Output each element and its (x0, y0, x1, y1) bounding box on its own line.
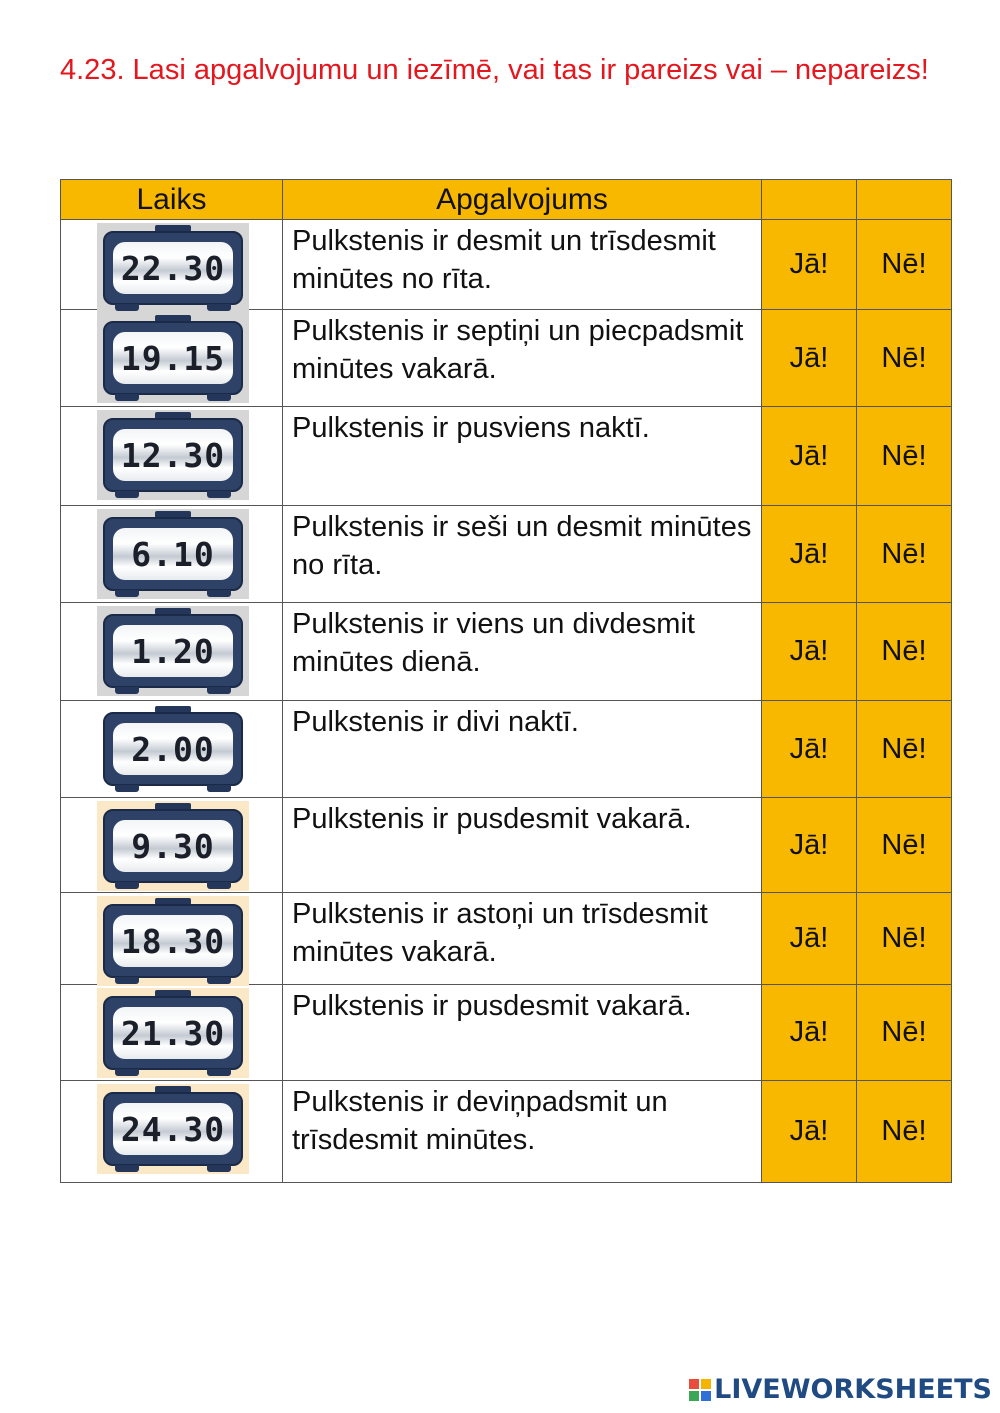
header-no (857, 180, 952, 220)
answer-no-button[interactable]: Nē! (857, 407, 952, 506)
clock-time: 6.10 (113, 528, 233, 580)
statement-table (60, 179, 952, 1183)
header-yes (762, 180, 857, 220)
alarm-clock-icon (97, 606, 249, 696)
answer-yes-button[interactable]: Jā! (762, 798, 857, 893)
answer-no-button[interactable]: Nē! (857, 603, 952, 701)
statement-text: Pulkstenis ir seši un desmit minūtes no rīta. (283, 506, 762, 603)
statement-text: Pulkstenis ir pusviens naktī. (283, 407, 762, 506)
clock-time: 19.15 (113, 332, 233, 384)
alarm-clock-icon (97, 1084, 249, 1174)
statement-text: Pulkstenis ir astoņi un trīsdesmit minūtes vakarā. (283, 893, 762, 985)
clock-time: 1.20 (113, 625, 233, 677)
answer-no-button[interactable]: Nē! (857, 701, 952, 798)
header-time: Laiks (61, 180, 283, 220)
alarm-clock-icon (97, 223, 249, 313)
table-row (61, 893, 952, 985)
header-statement: Apgalvojums (283, 180, 762, 220)
time-cell (61, 893, 283, 985)
alarm-clock-icon (97, 704, 249, 794)
table-row (61, 798, 952, 893)
table-row (61, 407, 952, 506)
answer-no-button[interactable]: Nē! (857, 1081, 952, 1183)
answer-no-button[interactable]: Nē! (857, 220, 952, 310)
alarm-clock-icon (97, 410, 249, 500)
time-cell (61, 985, 283, 1081)
time-cell (61, 310, 283, 407)
table-row (61, 310, 952, 407)
table-row (61, 701, 952, 798)
clock-time: 2.00 (113, 723, 233, 775)
clock-time: 22.30 (113, 242, 233, 294)
clock-time: 12.30 (113, 429, 233, 481)
alarm-clock-icon (97, 313, 249, 403)
alarm-clock-icon (97, 509, 249, 599)
statement-text: Pulkstenis ir deviņpadsmit un trīsdesmit minūtes. (283, 1081, 762, 1183)
clock-time: 21.30 (113, 1007, 233, 1059)
table-row (61, 506, 952, 603)
time-cell (61, 798, 283, 893)
answer-no-button[interactable]: Nē! (857, 893, 952, 985)
clock-time: 24.30 (113, 1103, 233, 1155)
answer-no-button[interactable]: Nē! (857, 506, 952, 603)
answer-yes-button[interactable]: Jā! (762, 893, 857, 985)
liveworksheets-logo (689, 1374, 992, 1405)
time-cell (61, 701, 283, 798)
table-row (61, 603, 952, 701)
alarm-clock-icon (97, 801, 249, 891)
statement-text: Pulkstenis ir viens un divdesmit minūtes dienā. (283, 603, 762, 701)
answer-yes-button[interactable]: Jā! (762, 506, 857, 603)
table-row (61, 985, 952, 1081)
header-row (61, 180, 952, 220)
clock-time: 9.30 (113, 820, 233, 872)
table-row (61, 1081, 952, 1183)
answer-no-button[interactable]: Nē! (857, 985, 952, 1081)
logo-text: LIVEWORKSHEETS (714, 1374, 992, 1405)
answer-yes-button[interactable]: Jā! (762, 1081, 857, 1183)
statement-text: Pulkstenis ir pusdesmit vakarā. (283, 798, 762, 893)
answer-no-button[interactable]: Nē! (857, 798, 952, 893)
statement-text: Pulkstenis ir pusdesmit vakarā. (283, 985, 762, 1081)
liveworksheets-mark-icon (689, 1379, 711, 1401)
time-cell (61, 603, 283, 701)
answer-yes-button[interactable]: Jā! (762, 603, 857, 701)
answer-yes-button[interactable]: Jā! (762, 701, 857, 798)
time-cell (61, 506, 283, 603)
clock-time: 18.30 (113, 915, 233, 967)
time-cell (61, 407, 283, 506)
statement-text: Pulkstenis ir septiņi un piecpadsmit minūtes vakarā. (283, 310, 762, 407)
statement-text: Pulkstenis ir divi naktī. (283, 701, 762, 798)
alarm-clock-icon (97, 988, 249, 1078)
answer-no-button[interactable]: Nē! (857, 310, 952, 407)
exercise-title: 4.23. Lasi apgalvojumu un iezīmē, vai tas ir pareizs vai – nepareizs! (60, 54, 929, 86)
statement-text: Pulkstenis ir desmit un trīsdesmit minūtes no rīta. (283, 220, 762, 310)
table-body (61, 220, 952, 1183)
time-cell (61, 220, 283, 310)
alarm-clock-icon (97, 896, 249, 986)
time-cell (61, 1081, 283, 1183)
answer-yes-button[interactable]: Jā! (762, 310, 857, 407)
answer-yes-button[interactable]: Jā! (762, 985, 857, 1081)
table-row (61, 220, 952, 310)
answer-yes-button[interactable]: Jā! (762, 407, 857, 506)
answer-yes-button[interactable]: Jā! (762, 220, 857, 310)
